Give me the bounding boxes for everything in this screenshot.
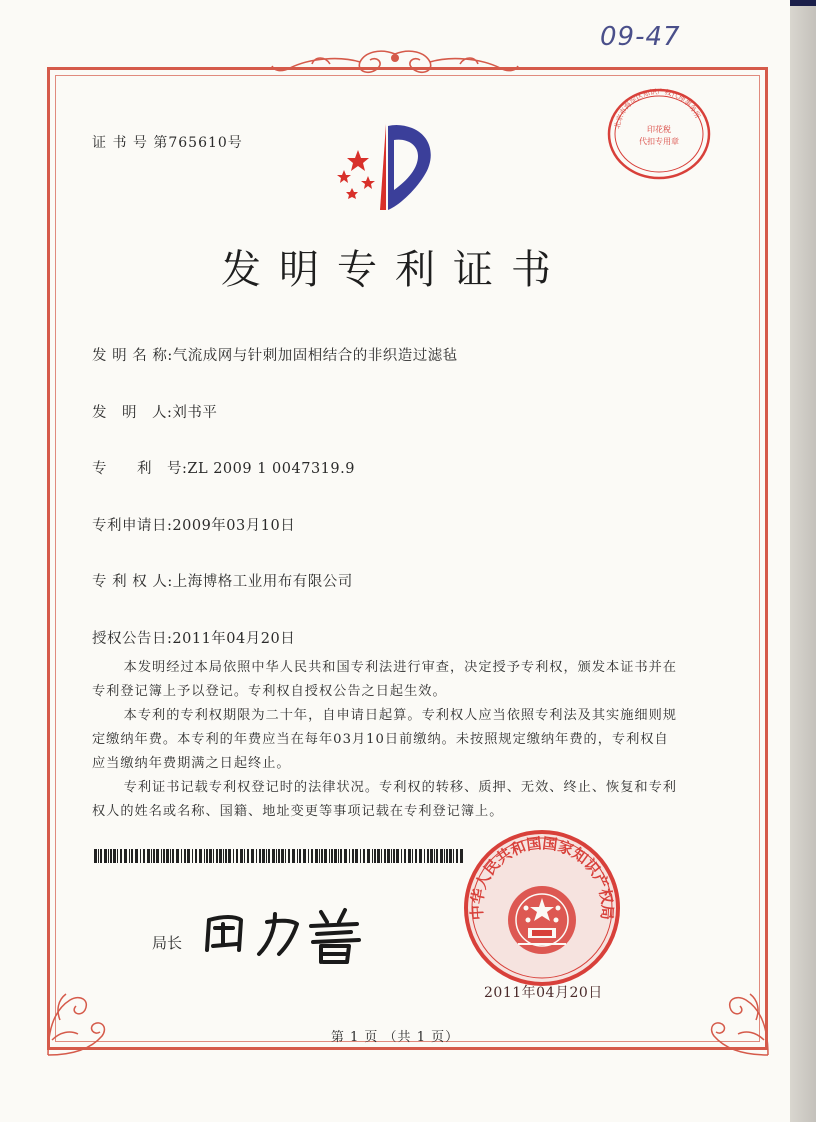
svg-text:代扣专用章: 代扣专用章 [639,137,679,146]
application-date-label: 专利申请日: [92,518,173,534]
bottom-right-ornament [686,960,776,1060]
page-edge [790,0,816,1122]
svg-text:印花税: 印花税 [647,125,671,134]
top-ornament [270,46,520,86]
invention-name-value: 气流成网与针刺加固相结合的非织造过滤毡 [172,348,458,364]
page-edge-mark [790,0,816,6]
svg-text:北京市海淀区知识产权代理事务所: 北京市海淀区知识产权代理事务所 [613,87,702,130]
invention-name-label: 发 明 名 称: [92,348,173,364]
bottom-left-ornament [40,960,130,1060]
handwritten-note: 09-47 [600,22,681,52]
inventor-value: 刘书平 [172,405,218,421]
svg-text:中华人民共和国国家知识产权局: 中华人民共和国国家知识产权局 [467,834,617,921]
barcode [94,849,466,863]
application-date-row [92,514,295,535]
body-paragraph: 本专利的专利权期限为二十年，自申请日起算。专利权人应当依照专利法及其实施细则规定缴纳年费。本专利的年费应当在每年03月10日前缴纳。未按照规定缴纳年费的，专利权自应当缴纳年费期满之日起终止。 [92,708,677,771]
director-label: 局长 [152,934,183,952]
page-number: 第 1 页 （共 1 页） [330,1030,460,1045]
certificate-title: 发明专利证书 [221,247,569,293]
patent-number-value: ZL 2009 1 0047319.9 [187,461,355,477]
seal-date: 2011年04月20日 [484,985,603,1001]
inner-border [55,75,760,1042]
patentee-row [92,570,353,591]
tax-stamp [603,82,715,182]
grant-date-value: 2011年04月20日 [172,631,296,647]
grant-date-label: 授权公告日: [92,631,173,647]
body-paragraph: 专利证书记载专利权登记时的法律状况。专利权的转移、质押、无效、终止、恢复和专利权人的姓名或名称、国籍、地址变更等事项记载在专利登记簿上。 [92,780,677,819]
director-signature [195,898,370,968]
patent-number-label: 专 利 号: [92,461,188,477]
inventor-row [92,401,217,422]
invention-name-row [92,344,458,365]
certificate-number: 证 书 号 第765610号 [92,135,243,151]
body-text [92,656,682,824]
patentee-label: 专 利 权 人: [92,574,173,590]
inventor-label: 发 明 人: [92,405,173,421]
body-paragraph: 本发明经过本局依照中华人民共和国专利法进行审查，决定授予专利权，颁发本证书并在专利登记簿上予以登记。专利权自授权公告之日起生效。 [92,660,677,699]
application-date-value: 2009年03月10日 [172,518,296,534]
patent-number-row [92,457,355,478]
patent-office-logo [328,118,448,214]
official-seal [462,828,622,988]
patentee-value: 上海博格工业用布有限公司 [172,574,353,590]
grant-date-row [92,627,295,648]
